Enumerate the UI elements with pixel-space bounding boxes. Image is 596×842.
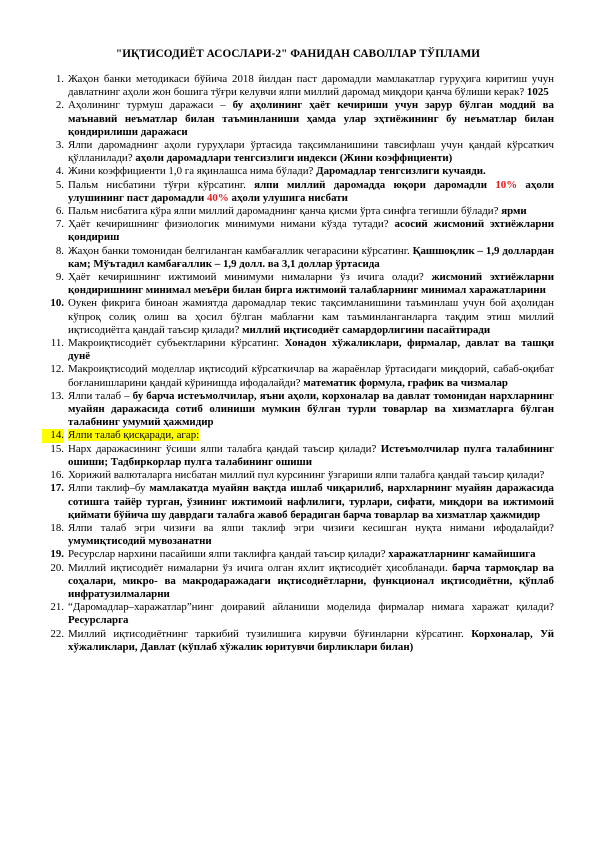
question-item xyxy=(42,271,554,297)
question-item xyxy=(42,297,554,337)
question-number: 10. xyxy=(50,297,64,310)
question-text: Миллий иқтисодиётнинг таркибий тузилишига кирувчи бўғинларни кўрсатинг. xyxy=(68,627,464,640)
answer-text: ялпи миллий даромадда юқори даромадли xyxy=(254,178,488,191)
question-number: 4. xyxy=(55,165,64,178)
answer-text: аҳоли даромадлари тенгсизлиги индекси (Жини коэффициенти) xyxy=(135,152,453,165)
question-item xyxy=(42,390,554,430)
question-text: Жини коэффициенти 1,0 га яқинлашса нима бўлади? xyxy=(68,165,314,178)
question-text: Ялпи талаб эгри чизиғи ва ялпи таклиф эгри чизиғи кесишган нуқта нимани ифодалайди? xyxy=(68,521,554,534)
answer-text: математик формула, график ва чизмалар xyxy=(303,376,508,389)
answer-text: Даромадлар тенгсизлиги кучаяди. xyxy=(316,165,486,178)
question-number: 2. xyxy=(55,99,64,112)
question-number: 15. xyxy=(50,442,64,455)
answer-text: аҳоли улушига нисбати xyxy=(231,191,348,204)
question-item xyxy=(42,482,554,522)
question-text: Хорижий валюталарга нисбатан миллий пул курсининг ўзгариши ялпи талабга қандай таъсир қилади? xyxy=(68,469,545,482)
answer-text: Корхоналар, Уй хўжаликлари, Давлат (кўплаб хўжалик юритувчи бирликлари билан) xyxy=(68,627,554,653)
answer-text: 1025 xyxy=(526,86,549,99)
answer-text: жисмоний эхтиёжларни қондиришнинг минимал меъёри билан бирга ижтимоий талабларнинг минимал харажатларини xyxy=(68,271,554,297)
question-item xyxy=(42,601,554,627)
question-number: 8. xyxy=(55,244,64,257)
question-number: 12. xyxy=(50,363,64,376)
question-item xyxy=(42,139,554,165)
question-text: Ресурслар нархини пасайиши ялпи таклифга қандай таъсир қилади? xyxy=(68,548,386,561)
question-item-highlighted xyxy=(42,429,554,442)
answer-text: асосий жисмоний эхтиёжларни қондириш xyxy=(68,218,554,244)
question-number: 5. xyxy=(55,178,64,191)
answer-text: мамлакатда муайян вақтда ишлаб чиқарилиб, нархларнинг муайян даражасида сотишга тайёр турган, ўзининг ижтимоий нафлилиги, турлари, сифати, миқдори ва ижтимоий қиймати бўйича шу даврдаги талабга жавоб берадиган барча товарлар ва хизматлар ҳажмидир xyxy=(68,482,554,521)
answer-text: харажатларнинг камайишига xyxy=(388,548,536,561)
question-text: Ҳаёт кечиришнинг физиологик минимуми нимани кўзда тутади? xyxy=(68,218,389,231)
question-text: Аҳолининг турмуш даражаси – xyxy=(68,99,226,112)
highlight-percent: 40% xyxy=(206,191,229,204)
question-item xyxy=(42,469,554,482)
question-item xyxy=(42,443,554,469)
question-item xyxy=(42,179,554,205)
question-text: Пальм нисбатини тўғри кўрсатинг. xyxy=(68,178,246,191)
question-number: 17. xyxy=(50,482,64,495)
question-item xyxy=(42,363,554,389)
question-text: Макроиқтисодий моделлар иқтисодий кўрсаткичлар ва жараёнлар ўртасидаги миқдорий, сабаб-оқибат боғланишларини қандай кўринишда ифодалайди? xyxy=(68,363,554,389)
question-number: 3. xyxy=(55,139,64,152)
question-number: 21. xyxy=(50,601,64,614)
question-text: Ялпи даромаднинг аҳоли гуруҳлари ўртасида тақсимланишини тавсифлаш учун қандай кўрсаткич қўлланилади? xyxy=(68,139,554,165)
question-item xyxy=(42,73,554,99)
question-item xyxy=(42,628,554,654)
question-item xyxy=(42,245,554,271)
question-number: 13. xyxy=(50,389,64,402)
question-text: Жаҳон банки томонидан белгиланган камбағаллик чегарасини кўрсатинг. xyxy=(68,244,410,257)
question-item xyxy=(42,205,554,218)
answer-text: бу аҳолининг ҳаёт кечириши учун зарур бўлган моддий ва маънавий неъматлар билан таъминланиши ҳамда улар эҳтиёжининг бу неъматлар билан қондирилиши даражаси xyxy=(68,99,554,138)
answer-text: Истеъмолчилар пулга талабининг ошиши; Тадбиркорлар пулга талабининг ошиши xyxy=(68,442,554,468)
answer-text: умумиқтисодий мувозанатни xyxy=(68,535,212,548)
question-text: Оукен фикрига биноан жамиятда даромадлар текис тақсимланишини таъминлаш учун бой аҳолидан кўпроқ солиқ олиш ва ҳосил бўлган маблағни кам таъминланганларга тақдим этиш миллий иқтисодиётга қандай таъсир қилади? xyxy=(68,297,554,336)
question-number: 11. xyxy=(50,337,64,350)
question-text: Ялпи таклиф–бу xyxy=(68,482,146,495)
question-number: 7. xyxy=(55,218,64,231)
answer-text: барча тармоқлар ва соҳалари, микро- ва макродаражадаги иқтисодиётларни, функционал иқтисодиётни, қўплаб инфратузилмаларни xyxy=(68,561,554,600)
question-item xyxy=(42,548,554,561)
question-number: 14. xyxy=(42,429,64,442)
question-item xyxy=(42,562,554,602)
answer-text: ярми xyxy=(501,205,527,218)
question-text: Ялпи талаб – xyxy=(68,389,130,402)
question-text: Ҳаёт кечиришнинг ижтимоий минимуми нималарни ўз ичига олади? xyxy=(68,271,424,284)
question-number: 18. xyxy=(50,521,64,534)
question-text: Пальм нисбатига кўра ялпи миллий даромаднинг қанча қисми ўрта синфга тегишли бўлади? xyxy=(68,205,499,218)
question-item xyxy=(42,165,554,178)
question-text: Миллий иқтисодиёт нималарни ўз ичига олган яхлит иқтисодиёт ҳисобланади. xyxy=(68,561,448,574)
question-item xyxy=(42,337,554,363)
highlight-percent: 10% xyxy=(495,178,518,191)
question-number: 22. xyxy=(50,627,64,640)
answer-text: миллий иқтисодиёт самардорлигини пасайтиради xyxy=(242,323,491,336)
question-number: 19. xyxy=(50,548,64,561)
question-text: Жаҳон банки методикаси бўйича 2018 йилдан паст даромадли мамлакатлар гуруҳига киритиш учун давлатнинг аҳоли жон бошига тўғри келувчи ялпи миллий даромад миқдори қанча бўлиши керак? xyxy=(68,73,554,99)
question-text: Макроиқтисодиёт субъектларини кўрсатинг. xyxy=(68,337,280,350)
question-item xyxy=(42,99,554,139)
question-text: Нарх даражасининг ўсиши ялпи талабга қандай таъсир қилади? xyxy=(68,442,377,455)
question-text: “Даромадлар–харажатлар”нинг доиравий айланиши моделида фирмалар нимага харажат қилади? xyxy=(68,601,554,614)
question-number: 1. xyxy=(55,73,64,85)
question-item xyxy=(42,522,554,548)
question-number: 6. xyxy=(55,205,64,218)
question-item xyxy=(42,218,554,244)
question-list xyxy=(42,73,554,654)
question-text: Ялпи талаб қисқаради, агар: xyxy=(68,429,200,442)
question-number: 20. xyxy=(50,561,64,574)
answer-text: Хонадон хўжаликлари, фирмалар, давлат ва ташқи дунё xyxy=(68,337,554,363)
answer-text: аҳоли улушининг паст даромадли xyxy=(68,178,554,204)
document-title: "ИҚТИСОДИЁТ АСОСЛАРИ-2" ФАНИДАН САВОЛЛАР ТЎПЛАМИ xyxy=(115,48,481,60)
answer-text: бу барча истеъмолчилар, яъни аҳоли, корхоналар ва давлат томонидан нархларнинг муайян даражасида сотиб олиниши мумкин бўлган турли товарлар ва хизматларга бўлган талабнинг умумий ҳажмидир xyxy=(68,389,554,429)
question-number: 9. xyxy=(55,271,64,284)
answer-text: Қашшоқлик – 1,9 доллардан кам; Мўътадил камбағаллик – 1,9 долл. ва 3,1 доллар ўртасида xyxy=(68,244,554,270)
answer-text: Ресурсларга xyxy=(68,614,129,627)
question-number: 16. xyxy=(50,469,64,482)
